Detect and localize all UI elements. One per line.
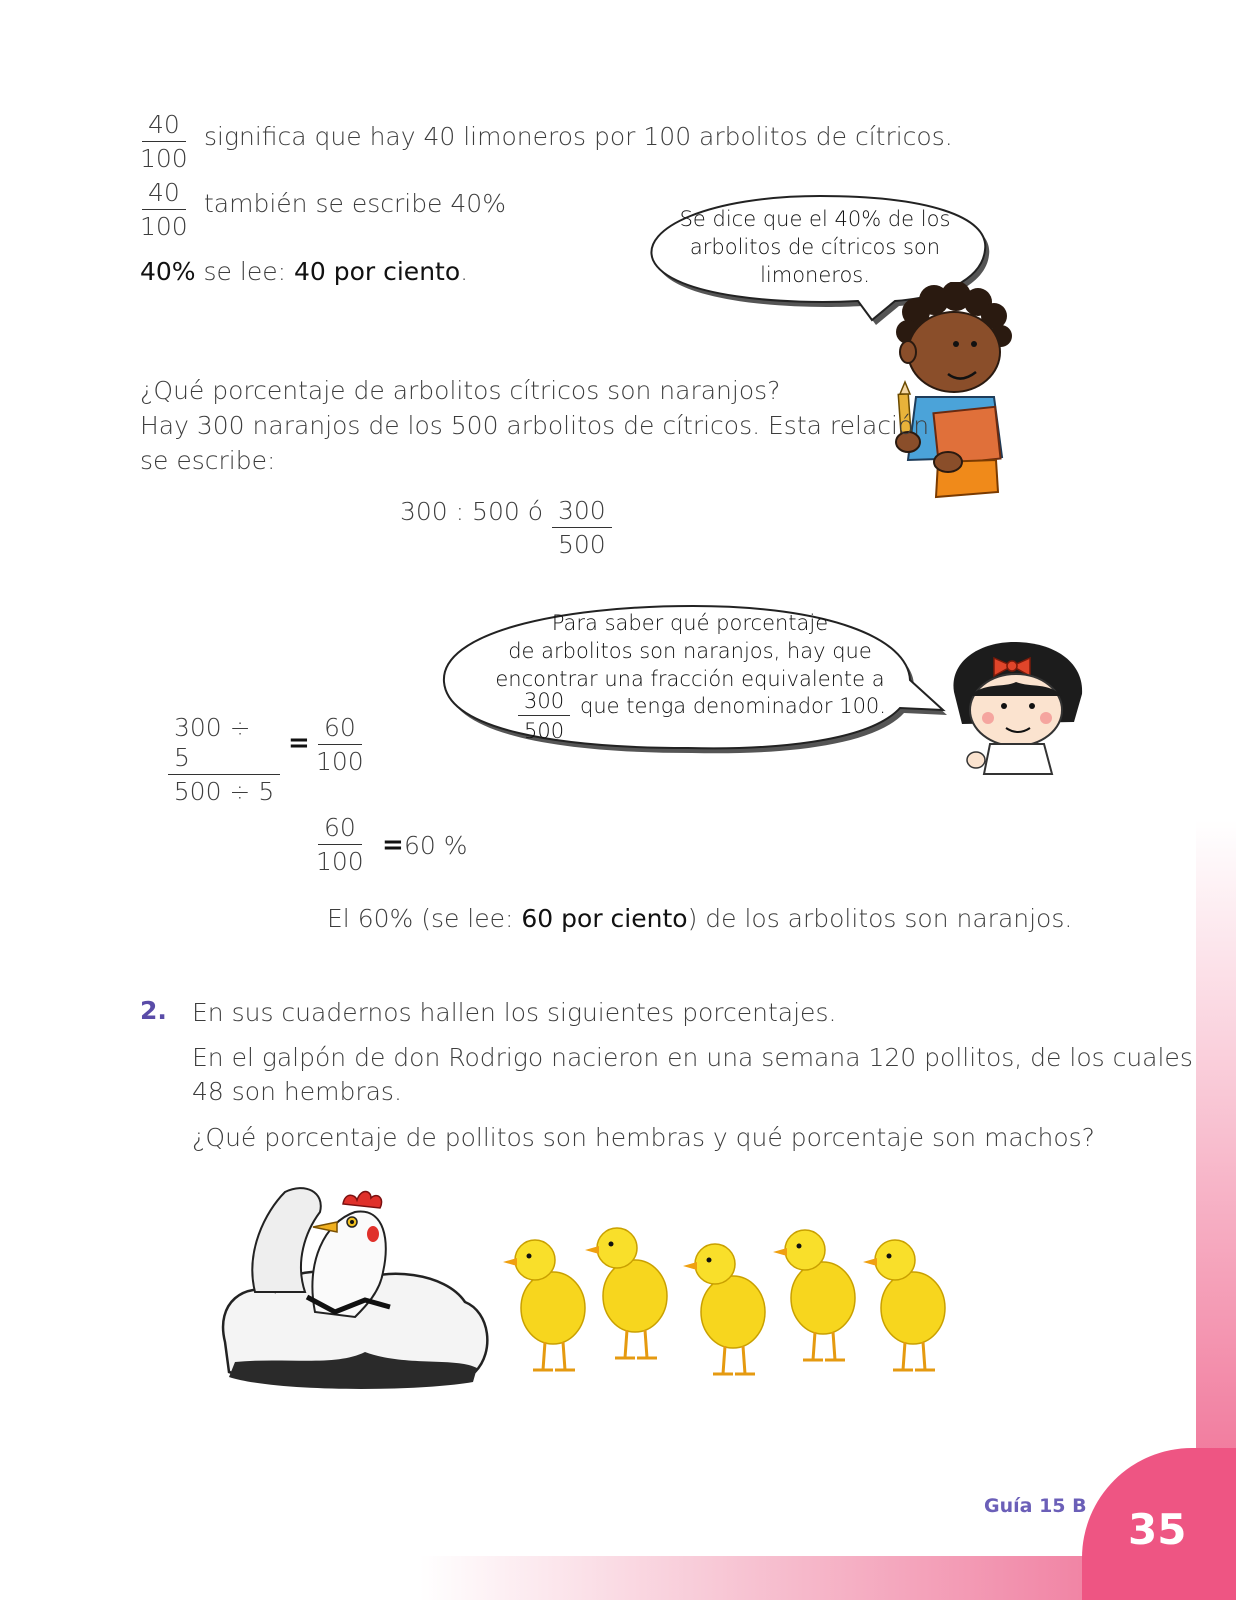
chick-icon xyxy=(863,1240,945,1370)
text-line: significa que hay 40 limoneros por 100 arbolitos de cítricos. xyxy=(204,122,953,151)
text: se lee: xyxy=(195,257,294,286)
boy-illustration xyxy=(886,282,1016,507)
conclusion-line xyxy=(327,902,1072,936)
bubble-text xyxy=(665,205,965,289)
text-line: Hay 300 naranjos de los 500 arbolitos de cítricos. Esta relación xyxy=(140,411,930,440)
text-line: también se escribe 40% xyxy=(204,189,506,218)
text: ) de los arbolitos son naranjos. xyxy=(687,904,1073,933)
text: El 60% (se lee: xyxy=(327,904,522,933)
bold-text: 40 por ciento xyxy=(293,257,461,286)
denominator: 500 ÷ 5 xyxy=(173,777,275,806)
fraction-division xyxy=(168,713,280,807)
bubble-line: de arbolitos son naranjos, hay que xyxy=(508,639,872,663)
numerator: 300 ÷ 5 xyxy=(168,713,280,775)
fraction-60-100-b xyxy=(316,813,364,877)
numerator: 60 xyxy=(318,713,362,745)
numerator: 60 xyxy=(318,813,362,845)
ratio-text: 300 : 500 ó xyxy=(400,497,543,526)
text-line: 48 son hembras. xyxy=(192,1077,402,1106)
question-text: ¿Qué porcentaje de arbolitos cítricos son naranjos? xyxy=(140,376,781,405)
denominator: 100 xyxy=(140,144,188,173)
text: . xyxy=(460,257,469,286)
numerator: 300 xyxy=(518,688,570,716)
denominator: 100 xyxy=(316,847,364,876)
chicks-illustration xyxy=(495,1210,955,1380)
text-line: se escribe: xyxy=(140,446,276,475)
hen-illustration xyxy=(215,1172,495,1392)
text-line: En sus cuadernos hallen los siguientes porcentajes. xyxy=(192,998,837,1027)
chick-icon xyxy=(773,1230,855,1360)
fraction-40-100-b xyxy=(140,178,188,242)
chick-icon xyxy=(683,1244,765,1374)
bubble-text-2 xyxy=(490,609,890,693)
bubble-line: que tenga denominador 100. xyxy=(580,694,886,718)
guide-label: Guía 15 B xyxy=(984,1495,1087,1517)
text-line: En el galpón de don Rodrigo nacieron en una semana 120 pollitos, de los cuales xyxy=(192,1043,1193,1072)
fraction-300-500 xyxy=(552,496,612,560)
denominator: 100 xyxy=(140,212,188,241)
denominator: 500 xyxy=(524,719,565,743)
equals-sign: = xyxy=(288,728,310,758)
question-text: ¿Qué porcentaje de pollitos son hembras y qué porcentaje son machos? xyxy=(192,1123,1095,1152)
percent-result: 60 % xyxy=(404,831,468,860)
bubble-line: encontrar una fracción equivalente a xyxy=(495,667,885,691)
chick-icon xyxy=(585,1228,667,1358)
numerator: 300 xyxy=(552,496,612,528)
fraction-40-100 xyxy=(140,110,188,174)
numerator: 40 xyxy=(142,178,186,210)
bubble-line: arbolitos de cítricos son xyxy=(689,235,941,259)
bold-text: 60 por ciento xyxy=(521,904,688,933)
bubble-line: Se dice que el 40% de los xyxy=(679,207,951,231)
chick-icon xyxy=(503,1240,585,1370)
page-number: 35 xyxy=(1128,1505,1187,1554)
bubble-line: Para saber qué porcentaje xyxy=(551,611,829,635)
bold-text: 40% xyxy=(140,257,196,286)
exercise-number: 2. xyxy=(140,996,167,1025)
girl-illustration xyxy=(944,632,1094,777)
equals-sign: = xyxy=(382,830,404,860)
reading-line xyxy=(140,255,468,289)
bubble-line: limoneros. xyxy=(760,263,870,287)
denominator: 500 xyxy=(558,530,606,559)
fraction-60-100 xyxy=(316,713,364,777)
numerator: 40 xyxy=(142,110,186,142)
denominator: 100 xyxy=(316,747,364,776)
bubble-fraction xyxy=(518,688,570,744)
